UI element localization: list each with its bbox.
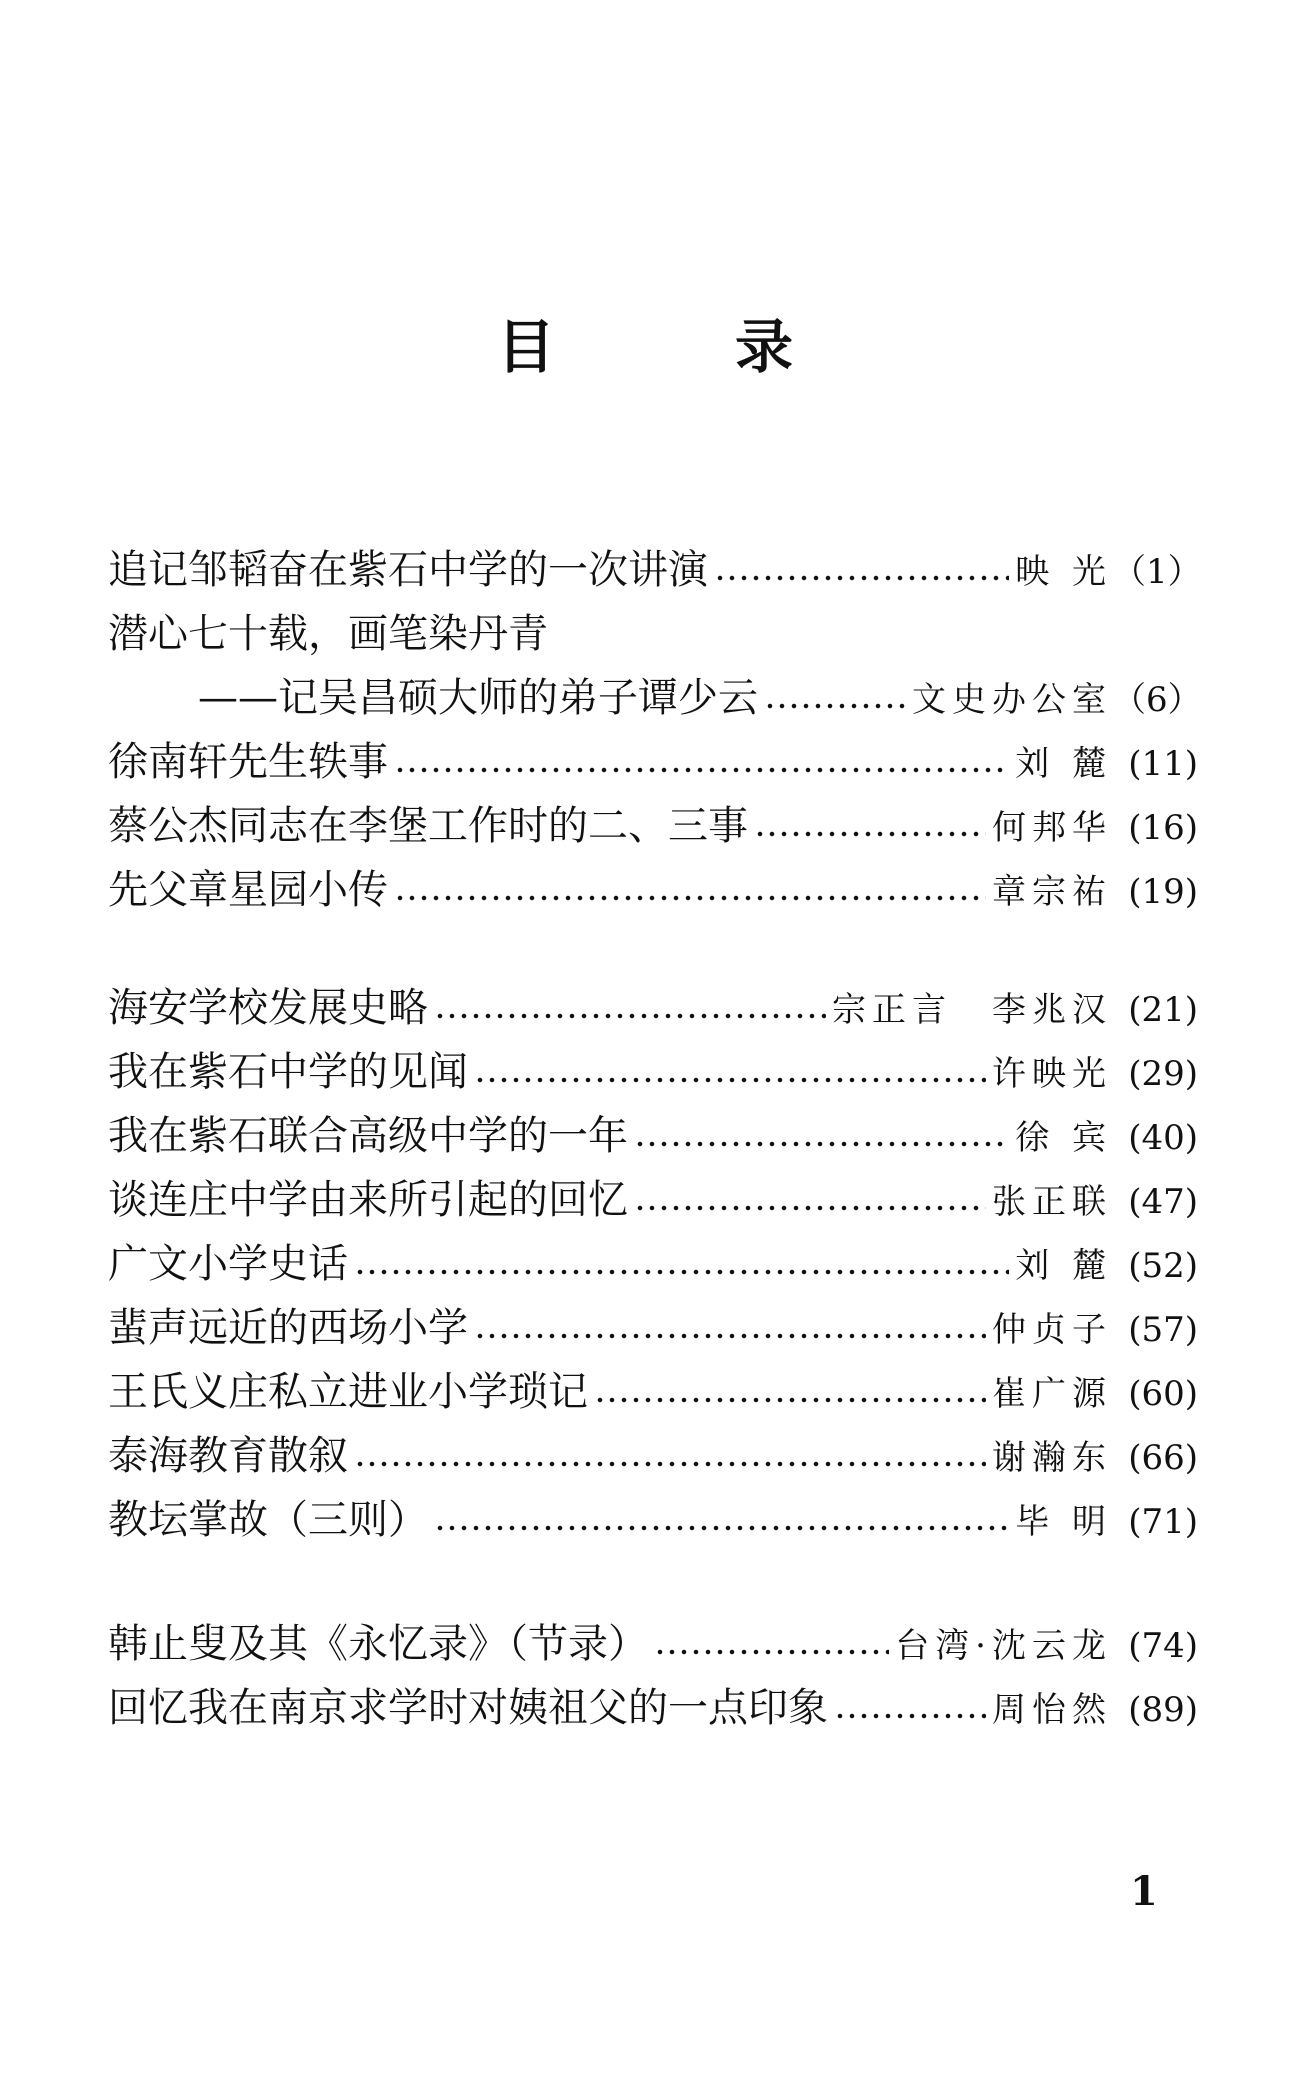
entry-author: 刘 麓 <box>1015 1246 1112 1286</box>
entry-page: (19) <box>1128 872 1198 912</box>
entry-page: （6） <box>1112 680 1202 720</box>
toc-entry[interactable] <box>108 1040 1198 1104</box>
entry-page: (71) <box>1128 1502 1198 1542</box>
title-char-1: 目 <box>496 313 555 381</box>
toc-section-3 <box>108 1612 1198 1740</box>
toc-entry[interactable] <box>108 1612 1198 1676</box>
entry-author: 何邦华 <box>992 808 1112 848</box>
toc-entry[interactable] <box>108 1232 1198 1296</box>
dot-leader <box>634 1129 1009 1149</box>
toc-entry[interactable] <box>108 1296 1198 1360</box>
toc-entry[interactable] <box>108 794 1198 858</box>
title-char-2: 录 <box>735 313 794 381</box>
dot-leader <box>654 1637 889 1657</box>
toc-entry[interactable] <box>108 1360 1198 1424</box>
entry-title: 蜚声远近的西场小学 <box>108 1305 468 1351</box>
dot-leader <box>394 883 986 903</box>
dot-leader <box>354 1449 986 1469</box>
toc-entry[interactable] <box>108 1104 1198 1168</box>
entry-title: 谈连庄中学由来所引起的回忆 <box>108 1177 628 1223</box>
page-title <box>0 300 1290 384</box>
toc-entry[interactable] <box>108 976 1198 1040</box>
toc-entry[interactable] <box>108 1676 1198 1740</box>
entry-title: 教坛掌故（三则） <box>108 1497 428 1543</box>
entry-author: 宗正言 李兆汉 <box>832 990 1112 1030</box>
toc-entry[interactable] <box>108 1424 1198 1488</box>
entry-page: (57) <box>1128 1310 1198 1350</box>
entry-author: 台湾·沈云龙 <box>895 1626 1112 1666</box>
dot-leader <box>764 691 906 711</box>
entry-author: 仲贞子 <box>992 1310 1112 1350</box>
entry-page: (21) <box>1128 990 1198 1030</box>
entry-author: 崔广源 <box>992 1374 1112 1414</box>
dot-leader <box>634 1193 986 1213</box>
dot-leader <box>474 1065 986 1085</box>
entry-page: (66) <box>1128 1438 1198 1478</box>
entry-title: 广文小学史话 <box>108 1241 348 1287</box>
entry-page: (52) <box>1128 1246 1198 1286</box>
entry-title: 回忆我在南京求学时对姨祖父的一点印象 <box>108 1685 828 1731</box>
entry-author: 张正联 <box>992 1182 1112 1222</box>
entry-page: (60) <box>1128 1374 1198 1414</box>
dot-leader <box>714 563 1009 583</box>
entry-page: (40) <box>1128 1118 1198 1158</box>
toc-entry[interactable] <box>108 666 1202 730</box>
entry-title: 王氏义庄私立进业小学琐记 <box>108 1369 588 1415</box>
entry-title: 我在紫石中学的见闻 <box>108 1049 468 1095</box>
entry-title: 潜心七十载，画笔染丹青 <box>108 611 548 657</box>
toc-entry[interactable] <box>108 1488 1198 1552</box>
entry-title: 徐南轩先生轶事 <box>108 739 388 785</box>
entry-page: (16) <box>1128 808 1198 848</box>
entry-subtitle: ——记吴昌硕大师的弟子谭少云 <box>198 675 758 721</box>
entry-page: (89) <box>1128 1690 1198 1730</box>
entry-page: (47) <box>1128 1182 1198 1222</box>
entry-page: (11) <box>1128 744 1198 784</box>
entry-title: 蔡公杰同志在李堡工作时的二、三事 <box>108 803 748 849</box>
entry-title: 韩止叟及其《永忆录》（节录） <box>108 1621 648 1667</box>
dot-leader <box>754 819 986 839</box>
dot-leader <box>434 1001 826 1021</box>
dot-leader <box>474 1321 986 1341</box>
toc-entry[interactable] <box>108 858 1198 922</box>
dot-leader <box>594 1385 986 1405</box>
entry-title: 追记邹韬奋在紫石中学的一次讲演 <box>108 547 708 593</box>
toc-entry[interactable] <box>108 538 1202 602</box>
toc-entry[interactable] <box>108 602 1198 666</box>
dot-leader <box>434 1513 1009 1533</box>
toc-section-1 <box>108 538 1202 922</box>
dot-leader <box>354 1257 1009 1277</box>
entry-author: 周怡然 <box>992 1690 1112 1730</box>
entry-page: (74) <box>1128 1626 1198 1666</box>
entry-title: 我在紫石联合高级中学的一年 <box>108 1113 628 1159</box>
toc-section-2 <box>108 976 1198 1552</box>
entry-title: 泰海教育散叙 <box>108 1433 348 1479</box>
entry-author: 许映光 <box>992 1054 1112 1094</box>
entry-title: 先父章星园小传 <box>108 867 388 913</box>
entry-author: 刘 麓 <box>1015 744 1112 784</box>
entry-page: （1） <box>1112 552 1202 592</box>
entry-title: 海安学校发展史略 <box>108 985 428 1031</box>
entry-author: 文史办公室 <box>912 680 1112 720</box>
entry-page: (29) <box>1128 1054 1198 1094</box>
page-number: 1 <box>1130 1868 1158 1915</box>
entry-author: 映 光 <box>1015 552 1112 592</box>
entry-author: 毕 明 <box>1015 1502 1112 1542</box>
dot-leader <box>394 755 1009 775</box>
toc-entry[interactable] <box>108 730 1198 794</box>
dot-leader <box>834 1701 986 1721</box>
entry-author: 章宗祐 <box>992 872 1112 912</box>
entry-author: 谢瀚东 <box>992 1438 1112 1478</box>
entry-author: 徐 宾 <box>1015 1118 1112 1158</box>
toc-entry[interactable] <box>108 1168 1198 1232</box>
